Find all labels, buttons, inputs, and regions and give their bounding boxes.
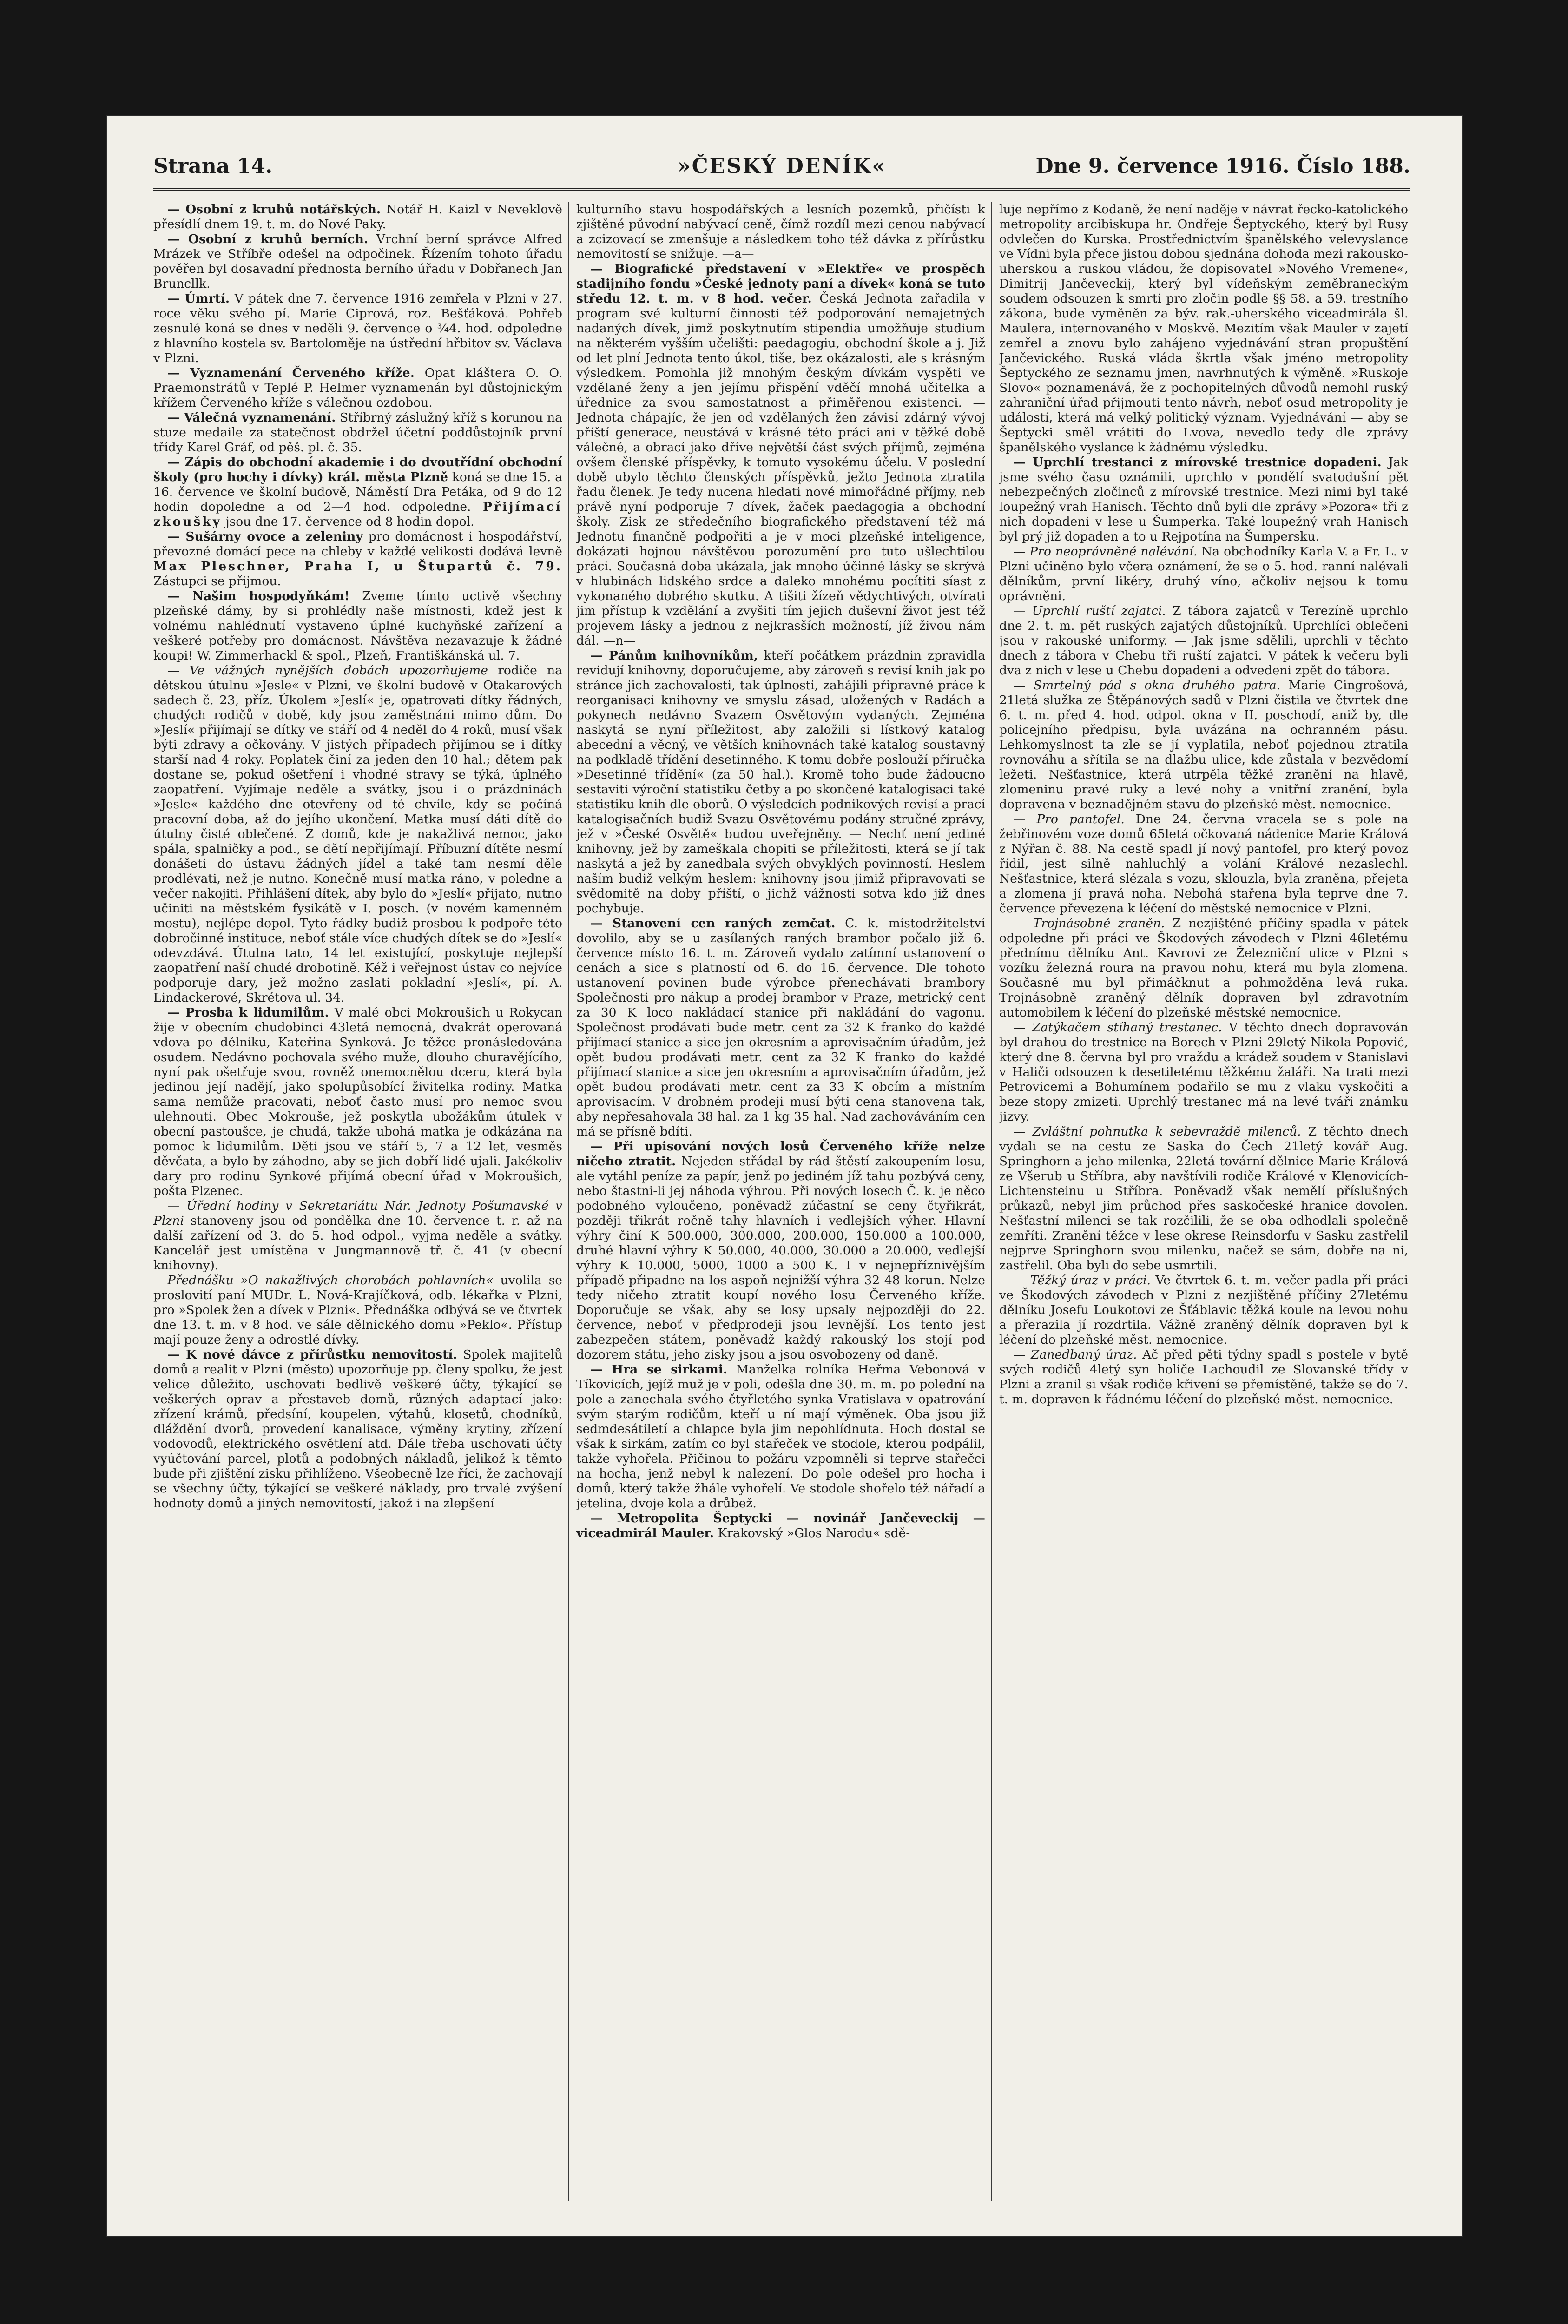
article-text: Krakovský »Glos Narodu« sdě- bbox=[718, 1526, 910, 1540]
article bbox=[999, 812, 1408, 916]
column-1 bbox=[153, 202, 562, 2215]
article-text: Z těchto dnech vydali se na cestu ze Saska do Čech 21letý kovář Aug. Springhorn a jeho milenka, 22letá tovární dělnice Marie Králová ze Všerub u Stříbra, aby navštívili rodiče Králové v Klenovicích-Lichtensteinu u Stříbra. Poněvadž však nemělí příslušných průkazů, nebyl jim průchod přes saskočeské hranice dovolen. Nešťastní milenci se tak rozčilili, že se oba odhodlali společně zemříti. Zranění těžce v lese okrese Reinsdorfu v Sasku zastřelil nejprve Springhorn svou milenku, načež se sám, dobře na ni, zastřelil. Oba byli do sebe usmrtili. bbox=[999, 1124, 1408, 1273]
article bbox=[153, 366, 562, 410]
article bbox=[153, 663, 562, 1005]
article-text: Notář H. Kaizl v Neveklově přesídlí dnem 19. t. m. do Nové Paky. bbox=[153, 202, 562, 231]
article-text: Z nezjištěné příčiny spadla v pátek odpoledne při práci ve Škodových závodech v Plzni 46letému přednímu dělníku Ant. Kavrovi ze Železniční ulice v Plzni s vozíku železná roura na pravou nohu, která mu byla zlomena. Současně mu byl přimáčknut a pohmožděna levá ruka. Trojnásobně zraněný dělník dopraven byl zdravotním automobilem k léčení do plzeňské městské nemocnice. bbox=[999, 916, 1408, 1020]
masthead bbox=[153, 144, 1410, 191]
column-2 bbox=[576, 202, 985, 2215]
article-emphasis: Přijímací zkoušky bbox=[153, 500, 562, 529]
article-heading: — Sušárny ovoce a zeleniny bbox=[167, 529, 363, 544]
article-text: kulturního stavu hospodářských a lesních pozemků, přičísti k zjištěné původní nabývací ceně, čímž rozdíl mezi cenou nabývací a zcizovací se zmenšuje a následkem toho též dávka z přírůstku nemovitostí se snižuje. —a— bbox=[576, 202, 985, 261]
article bbox=[153, 455, 562, 529]
article bbox=[153, 1347, 562, 1511]
article-heading: — Pro neoprávněné nalévání. bbox=[1013, 544, 1198, 559]
article bbox=[153, 1199, 562, 1273]
article-heading: — Pánům knihovníkům, bbox=[590, 648, 758, 663]
article-text: Česká Jednota zařadila v program své kulturní činnosti též podporování nemajetných nadaných dívek, jimž poskytnutím stipendia umožňuje studium na některém vyšším učelišti: paedagogiu, obchodní škole a j. Již od let plní Jednota tento úkol, tiše, bez okázalosti, ale s krásným výsledkem. Pomohla již mnohým českým dívkám vyspěti ve vzdělané ženy a jen jejímu přispění vděčí mnohá učitelka a úřednice za svou samostatnost a přiměřenou existenci. — Jednota chápajíc, že jen od vzdělaných žen závisí zdárný vývoj příští generace, neustává v krásné této práci ani v těžké době válečné, a obrací jako dříve největší část svých příjmů, zejména ovšem členské příspěvky, k tomuto vysokému účelu. V poslední době ubylo těchto členských příspěvků, ježto Jednota ztratila řadu členek. Je tedy nucena hledati nové mimořádné příjmy, neb právě nyní podporuje 7 dívek, žaček paedagogia a obchodní školy. Zisk ze středečního biografického představení též má Jednotu finančně podpořiti a je v moci plzeňské inteligence, dokázati hojnou návštěvou porozumění pro tuto ušlechtilou práci. Současná doba ukázala, jak mnoho účinné lásky se skrývá v hlubinách lidského srdce a daleko mnohému pocítiti síast z vykonaného dobrého skutku. A tišiti žízeň vědychtivých, otvírati jim přístup k vzdělání a zvyšiti tím jejich duševní život jest též projevem lásky a jednou z nejkrasších možností, jíž živou nám dál. —n— bbox=[576, 291, 985, 648]
article-text: Na obchodníky Karla V. a Fr. L. v Plzni učiněno bylo včera oznámení, že se o 5. hod. ranní nalévali dělníkům, první likéry, druhý víno, ačkoliv nejsou k tomu oprávněni. bbox=[999, 544, 1408, 603]
article bbox=[576, 1511, 985, 1541]
article-text: Jak jsme svého času oznámili, uprchlo v pondělí svatodušní pět nebezpečných zločinců z mírovské trestnice. Mezi nimi byl také loupežný vrah Hanisch. Těchto dnů byli dle zprávy »Pozora« tři z nich dopadeni v lese u Šumperka. Také loupežný vrah Hanisch byl prý již dopaden a to u Rejpotína na Šumpersku. bbox=[999, 455, 1408, 544]
article-text: Ve čtvrtek 6. t. m. večer padla při práci ve Škodových závodech v Plzni z nezjištěné příčiny 27letému dělníku Josefu Loukotovi ze Šťáblavic těžká koule na levou nohu a přerazila jí rozdrtila. Vážně zraněný dělník dopraven byl k léčení do plzeňské měst. nemocnice. bbox=[999, 1273, 1408, 1347]
page-number: Strana 14. bbox=[153, 154, 273, 178]
article-text: V těchto dnech dopravován byl drahou do trestnice na Borech v Plzni 29letý Nikola Popović, který dne 8. června byl pro vraždu a krádež soudem v Stanislavi v Haliči odsouzen k desetiletému těžkému žaláři. Na trati mezi Petrovicemi a Bohumínem podařilo se mu z vlaku vyskočiti a beze stopy zmizeti. Uprchlý trestanec má na levé tváři známku jizvy. bbox=[999, 1020, 1408, 1124]
article-text: stanoveny jsou od pondělka dne 10. července t. r. až na další zařízení od 3. do 5. hod odpol., vyjma neděle a svátky. Kancelář jest umístěna v Jungmannově tř. č. 41 (v obecní knihovny). bbox=[153, 1214, 562, 1273]
article-text: Zveme tímto uctivě všechny plzeňské dámy, by si prohlédly naše místnosti, kdež jest k volnému nahlédnutí vystaveno úplné kuchyňské zařízení a veškeré potřeby pro domácnost. Návštěva nezavazuje k žádné koupi! W. Zimmerhackl & spol., Plzeň, Františkánská ul. 7. bbox=[153, 589, 562, 663]
article bbox=[153, 232, 562, 291]
article bbox=[576, 916, 985, 1139]
article bbox=[999, 544, 1408, 604]
article-text: V pátek dne 7. července 1916 zemřela v Plzni v 27. roce věku svého pí. Marie Ciprová, roz. Bešťáková. Pohřeb zesnulé koná se dnes v neděli 9. července o ¾4. hod. odpoledne z hlavního kostela sv. Bartoloměje na ústřední hřbitov sv. Václava v Plzni. bbox=[153, 291, 562, 365]
article-text: Nejeden střádal by rád štěstí zakoupením losu, ale vytáhl peníze za papír, jenž po jediném jíž tahu pozbývá ceny, nebo štastni-li jej náhoda výhrou. Při nových losech Č. k. je něco podobného vyloučeno, poněvadž zúčastní se ceny čtyřikrát, později třikrát ročně tahy hlavních i vedlejších výher. Hlavní výhry činí K 500.000, 300.000, 200.000, 150.000 a 100.000, druhé hlavní výhry K 50.000, 40.000, 30.000 a 20.000, vedlejší výhry K 10.000, 5000, 1000 a 500 K. I v nejnepříznivějším případě připadne na los aspoň nejnižší výhra 32 48 korun. Nelze tedy ničeho ztratit koupí nového losu Červeného kříže. Doporučuje se však, aby se losy upsaly nejpozději do 22. července, neboť v předprodeji jsou levnější. Los tento jest zabezpečen státem, poněvadž každý rakouský los stojí pod dozorem státu, jeho zisky jsou a jsou osvobozeny od daně. bbox=[576, 1154, 985, 1362]
article-heading: — Biografické představení v »Elektře« ve prospěch stadijního fondu »České jednoty paní a dívek« koná se tuto středu 12. t. m. v 8 hod. večer. bbox=[576, 262, 985, 306]
article-text: rodiče na dětskou útulnu »Jesle« v Plzni, ve školní budově v Otakarových sadech č. 23, příz. Úkolem »Jeslí« je, opatrovati dítky řádných, chudých rodičů v době, kdy jsou zaměstnáni mimo dům. Do »Jeslí« přijímají se dítky ve stáří od 4 neděl do 4 roků, musí však býti zdravy a očkovány. V jistých případech přijímou se i dítky starší nad 4 roky. Poplatek činí za jeden den 10 hal.; dětem pak dostane se, pokud ošetření i vhodné stravy se týká, úplného zaopatření. Vyjímaje neděle a svátky, jsou i o prázdninách »Jesle« každého dne otevřeny od té chvíle, kdy se počíná pracovní doba, až do jejího ukončení. Matka musí dáti dítě do útulny čisté oblečené. Z domů, kde je nakažlivá nemoc, jako spála, spalničky a pod., se dětí nepřijímají. Příbuzní dítěte nesmí donášeti do ústavu žádných jídel a také tam nesmí děle prodlévati, než je nutno. Konečně musí matka ráno, v poledne a večer nakojiti. Přihlášení dítek, aby bylo do »Jeslí« přijato, nutno učiniti na městském fysikátě v I. posch. (v novém kamenném mostu), nejlépe dopol. Tyto řádky budiž prosbou k podpoře této dobročinné instituce, neboť stále více chudých dítek se do »Jeslí« odevzdává. Útulna tato, 14 let existující, poskytuje nejlepší zaopatření naší chudé drobotině. Kéž i veřejnost ústav co nejvíce podporuje dary, jež možno zaslati pokladní »Jeslí«, pí. A. Lindackerové, Skrétova ul. 34. bbox=[153, 663, 562, 1005]
article bbox=[999, 678, 1408, 812]
article-heading: — Stanovení cen raných zemčat. bbox=[590, 916, 836, 931]
article-text: luje nepřímo z Kodaně, že není naděje v návrat řecko-katolického metropolity arcibiskupa hr. Ondřeje Šeptyckého, který byl Rusy odvlečen do Kurska. Prostřednictvím španělského velevyslance ve Vídni byla přece jistou dobou sjednána dohoda mezi rakousko-uherskou a ruskou vládou, že dopisovatel »Nového Vremene«, Dimitrij Jančeveckij, který byl vídeňským zeměbraneckým soudem odsouzen k smrti pro zločin podle §§ 58. a 59. trestního zákona, bude vyměněn za býv. rak.-uherského viceadmirála šl. Maulera, internovaného v Moskvě. Mezitím však Mauler v zajetí zemřel a znovu bylo zahájeno vyjednávání stran propuštění Jančevického. Ruská vláda škrtla však jméno metropolity Šeptyckého ze seznamu jmen, navrhnutých k výměně. »Ruskoje Slovo« poznamenává, že z pochopitelných důvodů nemohl ruský zahraniční úřad přijmouti tento návrh, neboť osud metropolity je událostí, která má velký politický význam. Vyjednávání — aby se Šeptycki směl vrátiti do Lvova, nevedlo tedy dle zprávy španělského vyslance k žádnému výsledku. bbox=[999, 202, 1408, 455]
article-text: Stříbrný záslužný kříž s korunou na stuze medaile za statečnost obdržel účetní poddůstojník první třídy Karel Gráf, od pěš. pl. č. 35. bbox=[153, 410, 562, 455]
column-3 bbox=[999, 202, 1408, 2215]
article-text: kteří počátkem prázdnin zpravidla revidují knihovny, doporučujeme, aby zároveň s revisí knih jak po stránce jich zachovalosti, tak úplnosti, zahájili připravné práce k reorganisaci knihovny ve smyslu zásad, uložených v Radách a pokynech nedávno Svazem Osvětovým vydaných. Zejména naskytá se nyní příležitost, aby založili si lístkový katalog abecední a věcný, ve větších knihovnách také katalog soustavný na podkladě třídění desetinného. K tomu dobře poslouží příručka »Desetinné třídění« (za 50 hal.). Kromě toho bude žádoucno sestaviti výroční statistiku četby a po skončené katalogisaci také statistiku knih dle oborů. O výsledcích podnikových revisí a prací katalogisačních budiž Svazu Osvětovému podány stručné zprávy, jež v »České Osvětě« budou uveřejněny. — Nechť není jediné knihovny, jež by zameškala chopiti se příležitosti, která se jí tak naskytá a jež by zanedbala svých obvyklých povinností. Heslem naším budiž velkým heslem: knihovny jsou jimiž připravovati se svědomitě na doby příští, o jichž vážnosti sotva kdo již dnes pochybuje. bbox=[576, 648, 985, 916]
article bbox=[153, 529, 562, 589]
article bbox=[576, 1362, 985, 1511]
article-text: Manželka rolníka Heřma Vebonová v Tíkovicích, jejíž muž je v poli, odešla dne 30. m. m. po polední na pole a zanechala svého čtyřletého synka Vratislava v opatrování svým starým rodičům, kteří u ní mají výměnek. Oba jsou již sedmdesátiletí a chlapce byla jim nepohlídnuta. Hoch dostal se však k sirkám, zatím co byl stařeček ve stodole, kterou podpálil, takže vyhořela. Přičinou to požáru vzpomněli si teprve stařečci na hocha, jenž nebyl k nalezení. Do pole odešel pro hocha i domů, který takže žhále vyhořelí. Ve stodole shořelo též nářadí a jetelina, dvoje kola a drůbež. bbox=[576, 1362, 985, 1511]
article bbox=[153, 410, 562, 455]
article-heading: — Ve vážných nynějších dobách upozorňujeme bbox=[167, 663, 488, 678]
article-text: Z tábora zajatců v Terezíně uprchlo dne 2. t. m. pět ruských zajatých důstojníků. Uprchlíci oblečeni jsou v rakouské uniformy. — Jak jsme sdělili, uprchli v těchto dnech z tábora v Chebu tři ruští zajatci. V pátek k večeru byli dva z nich v lese u Chebu dopadeni a odvedeni zpět do tábora. bbox=[999, 604, 1408, 678]
article-heading: — Našim hospodyňkám! bbox=[167, 589, 350, 603]
article-heading: — Při upisování nových losů Červeného kříže nelze ničeho ztratit. bbox=[576, 1139, 985, 1169]
article-heading: — Úřední hodiny v Sekretariátu Nár. Jednoty Pošumavské v Plzni bbox=[153, 1199, 562, 1228]
article-text: V malé obci Mokroušich u Rokycan žije v obecním chudobinci 43letá nemocná, dvakrát operovaná vdova po dělníku, Kateřina Synková. Je těžce pronásledována osudem. Nedávno pochovala svého muže, dlouho churavějícího, nyní pak ošetřuje svou, rovněž onemocnělou dceru, která byla jedinou její nadějí, jako spolupůsobící živitelka rodiny. Matka sama nemůže pracovati, neboť často musí pro nemoc svou ulehnouti. Obec Mokrouše, jež poskytla ubožákům útulek v obecní pastoušce, je chudá, takže ubohá matka je odkázána na pomoc k lidumilům. Děti jsou ve stáří 5, 7 a 12 let, vesměs děvčata, a bylo by záhodno, aby se jich dobří lidé ujali. Jakékoliv dary pro rodinu Synkové přijímá obecní úřad v Mokroušich, pošta Plzenec. bbox=[153, 1005, 562, 1198]
article bbox=[576, 1139, 985, 1362]
article bbox=[153, 589, 562, 663]
newspaper-title: »ČESKÝ DENÍK« bbox=[678, 154, 886, 178]
article-heading: — Trojnásobně zraněn. bbox=[1013, 916, 1165, 931]
article-heading: — Zápis do obchodní akademie i do dvoutřídní obchodní školy (pro hochy i dívky) král. města Plzně bbox=[153, 455, 562, 484]
article bbox=[153, 202, 562, 232]
article-text: Spolek majitelů domů a realit v Plzni (město) upozorňuje pp. členy spolku, že jest velice důležito, uschovati bedlivě veškeré účty, týkající se veškerých oprav a přestaveb domů, různých adaptací jako: zřízení krámů, předsíní, koupelen, výtahů, klosetů, chodníků, dláždění dvorů, provedení kanalisace, výměny krytiny, zřízení vodovodů, elektrického osvětlení atd. Dále třeba uschovati účty vyúčtování parcel, plotů a podobných nákladů, jelikož k těmto bude při zjištění zisku přihlíženo. Všeobecně lze říci, že zachovají se všechny účty, týkající se veškeré náklady, pro trvalé zvýšení hodnoty domů a jiných nemovitostí, jakož i na zlepšení bbox=[153, 1347, 562, 1511]
issue-date: Dne 9. července 1916. Číslo 188. bbox=[1035, 154, 1410, 178]
article-emphasis: Max Pleschner, Praha I, u Štupartů č. 79. bbox=[153, 559, 562, 574]
article-text: Marie Cingrošová, 21letá služka ze Štěpánových sadů v Plzni čistila ve čtvrtek dne 6. t. m. před 4. hod. odpol. okna v II. poschodí, aniž by, dle policejního předpisu, byla uvázána na ochranném pásu. Lehkomyslnost ta zle se jí vyplatila, neboť pojednou ztratila rovnováhu a sřítila se na dlažbu ulice, kde zůstala v bezvědomí ležeti. Nešťastnice, která utrpěla těžké zranění na hlavě, zlomeninu pravé ruky a levé nohy a vnitřní zranění, byla dopravena v beznadějném stavu do plzeňské měst. nemocnice. bbox=[999, 678, 1408, 812]
article bbox=[999, 1347, 1408, 1407]
article bbox=[999, 916, 1408, 1020]
article-heading: — Pro pantofel. bbox=[1013, 812, 1125, 826]
article-text: Ač před pěti týdny spadl s postele v bytě svých rodičů 4letý syn holiče Lachoudil ze Slovanské třídy v Plzni a zranil si však rodiče křivení se přemístěné, takže se do 7. t. m. dopraven k řádnému léčení do plzeňské měst. nemocnice. bbox=[999, 1347, 1408, 1406]
article-heading: — Uprchlí ruští zajatci. bbox=[1013, 604, 1166, 618]
article-text: Opat kláštera O. O. Praemonstrátů v Teplé P. Helmer vyznamenán byl důstojnickým křížem Červeného kříže s válečnou ozdobou. bbox=[153, 366, 562, 410]
article-heading: — Hra se sirkami. bbox=[590, 1362, 728, 1377]
article bbox=[999, 1124, 1408, 1273]
article-heading: — Zanedbaný úraz. bbox=[1013, 1347, 1137, 1362]
article-heading: — Prosba k lidumilům. bbox=[167, 1005, 329, 1020]
article-heading: — Úmrtí. bbox=[167, 291, 230, 306]
article-text: Vrchní berní správce Alfred Mrázek ve Stříbře odešel na odpočinek. Řízením tohoto úřadu pověřen byl dosavadní přednosta berního úřadu v Dobřanech Jan Bruncllk. bbox=[153, 232, 562, 291]
article-text: jsou dne 17. července od 8 hodin dopol. bbox=[225, 515, 474, 529]
article bbox=[999, 455, 1408, 544]
article-text: C. k. místodržitelství dovolilo, aby se u zasílaných raných brambor počalo již 6. července místo 16. t. m. Zároveň vydalo zatímní ustanovení o cenách a sice s platností od 6. do 16. července. Dle tohoto ustanovení povinen bude výrobce přenechávati brambory Společnosti pro nákup a prodej brambor v Praze, metrický cent za 30 K loco nakládací stanice při nakládání do vagonu. Společnost prodávati bude metr. cent za 32 K franko do každé přijímací stanice a sice jen okresním a aprovisačním úřadům, jež opět budou prodávati metr. cent za 32 K franko do každé přijímací stanice a sice jen okresním a aprovisačním úřadům, jež opět budou prodávati metr. cent za 33 K obcím a místním aprovisacím. V drobném prodeji musí býti cena stanovena tak, aby nepřesahovala 38 hal. za 1 kg 35 hal. Nad zachováváním cen má se přísně bdíti. bbox=[576, 916, 985, 1139]
article bbox=[153, 291, 562, 366]
article-heading: — Vyznamenání Červeného kříže. bbox=[167, 366, 415, 380]
article bbox=[153, 1273, 562, 1347]
article bbox=[999, 1020, 1408, 1124]
article-text: Dne 24. června vracela se s pole na žebřinovém voze domů 65letá očkovaná nádenice Marie Králová z Nýřan č. 88. Na cestě spadl jí nový pantofel, pro který povoz řídil, jest silně nahluchlý a volání Králové nezaslechl. Nešťastnice, která slézala s vozu, sklouzla, byla zraněna, přejeta a zlomena jí pravá noha. Nebohá stařena byla teprve dne 7. července převezena k léčení do městské nemocnice v Plzni. bbox=[999, 812, 1408, 916]
column-divider bbox=[991, 202, 992, 2201]
article-heading: — Smrtelný pád s okna druhého patra. bbox=[1013, 678, 1281, 693]
article bbox=[999, 202, 1408, 455]
article-text: koná se dne 15. a 16. července ve školní budově, Náměstí Dra Petáka, od 9 do 12 hodin dopoledne a od 2—4 hod. odpoledne. bbox=[153, 470, 562, 514]
article-text: uvolila se proslovití paní MUDr. L. Nová-Krajíčková, odb. lékařka v Plzni, pro »Spolek žen a dívek v Plzni«. Přednáška odbývá se ve čtvrtek dne 13. t. m. v 8 hod. ve sále dělnického domu »Peklo«. Přístup mají pouze ženy a odrostlé dívky. bbox=[153, 1273, 562, 1347]
article-heading: — Zatýkačem stíhaný trestanec. bbox=[1013, 1020, 1222, 1035]
article-text: Zástupci se přijmou. bbox=[153, 574, 281, 588]
article bbox=[999, 1273, 1408, 1347]
article-heading: — Válečná vyznamenání. bbox=[167, 410, 336, 425]
newspaper-page bbox=[107, 116, 1462, 2236]
article-heading: — K nové dávce z přírůstku nemovitostí. bbox=[167, 1347, 457, 1362]
article bbox=[999, 604, 1408, 678]
article-heading: — Osobní z kruhů berních. bbox=[167, 232, 369, 246]
article bbox=[153, 1005, 562, 1199]
article-heading: — Metropolita Šeptycki — novinář Jančeveckij — viceadmirál Mauler. bbox=[576, 1511, 985, 1540]
article-text: pro domácnost i hospodářství, převozné domácí pece na chleby v každé velikosti dodává levně bbox=[153, 529, 562, 559]
article-heading: — Těžký úraz v práci. bbox=[1013, 1273, 1151, 1287]
column-divider bbox=[568, 202, 569, 2201]
article bbox=[576, 648, 985, 916]
article-heading: — Osobní z kruhů notářských. bbox=[167, 202, 381, 217]
article-heading: — Zvláštní pohnutka k sebevraždě milenců. bbox=[1013, 1124, 1301, 1139]
article bbox=[576, 262, 985, 648]
article bbox=[576, 202, 985, 262]
article-heading: — Uprchlí trestanci z mírovské trestnice dopadeni. bbox=[1013, 455, 1382, 469]
article-heading: Přednášku »O nakažlivých chorobách pohlavních« bbox=[167, 1273, 494, 1287]
